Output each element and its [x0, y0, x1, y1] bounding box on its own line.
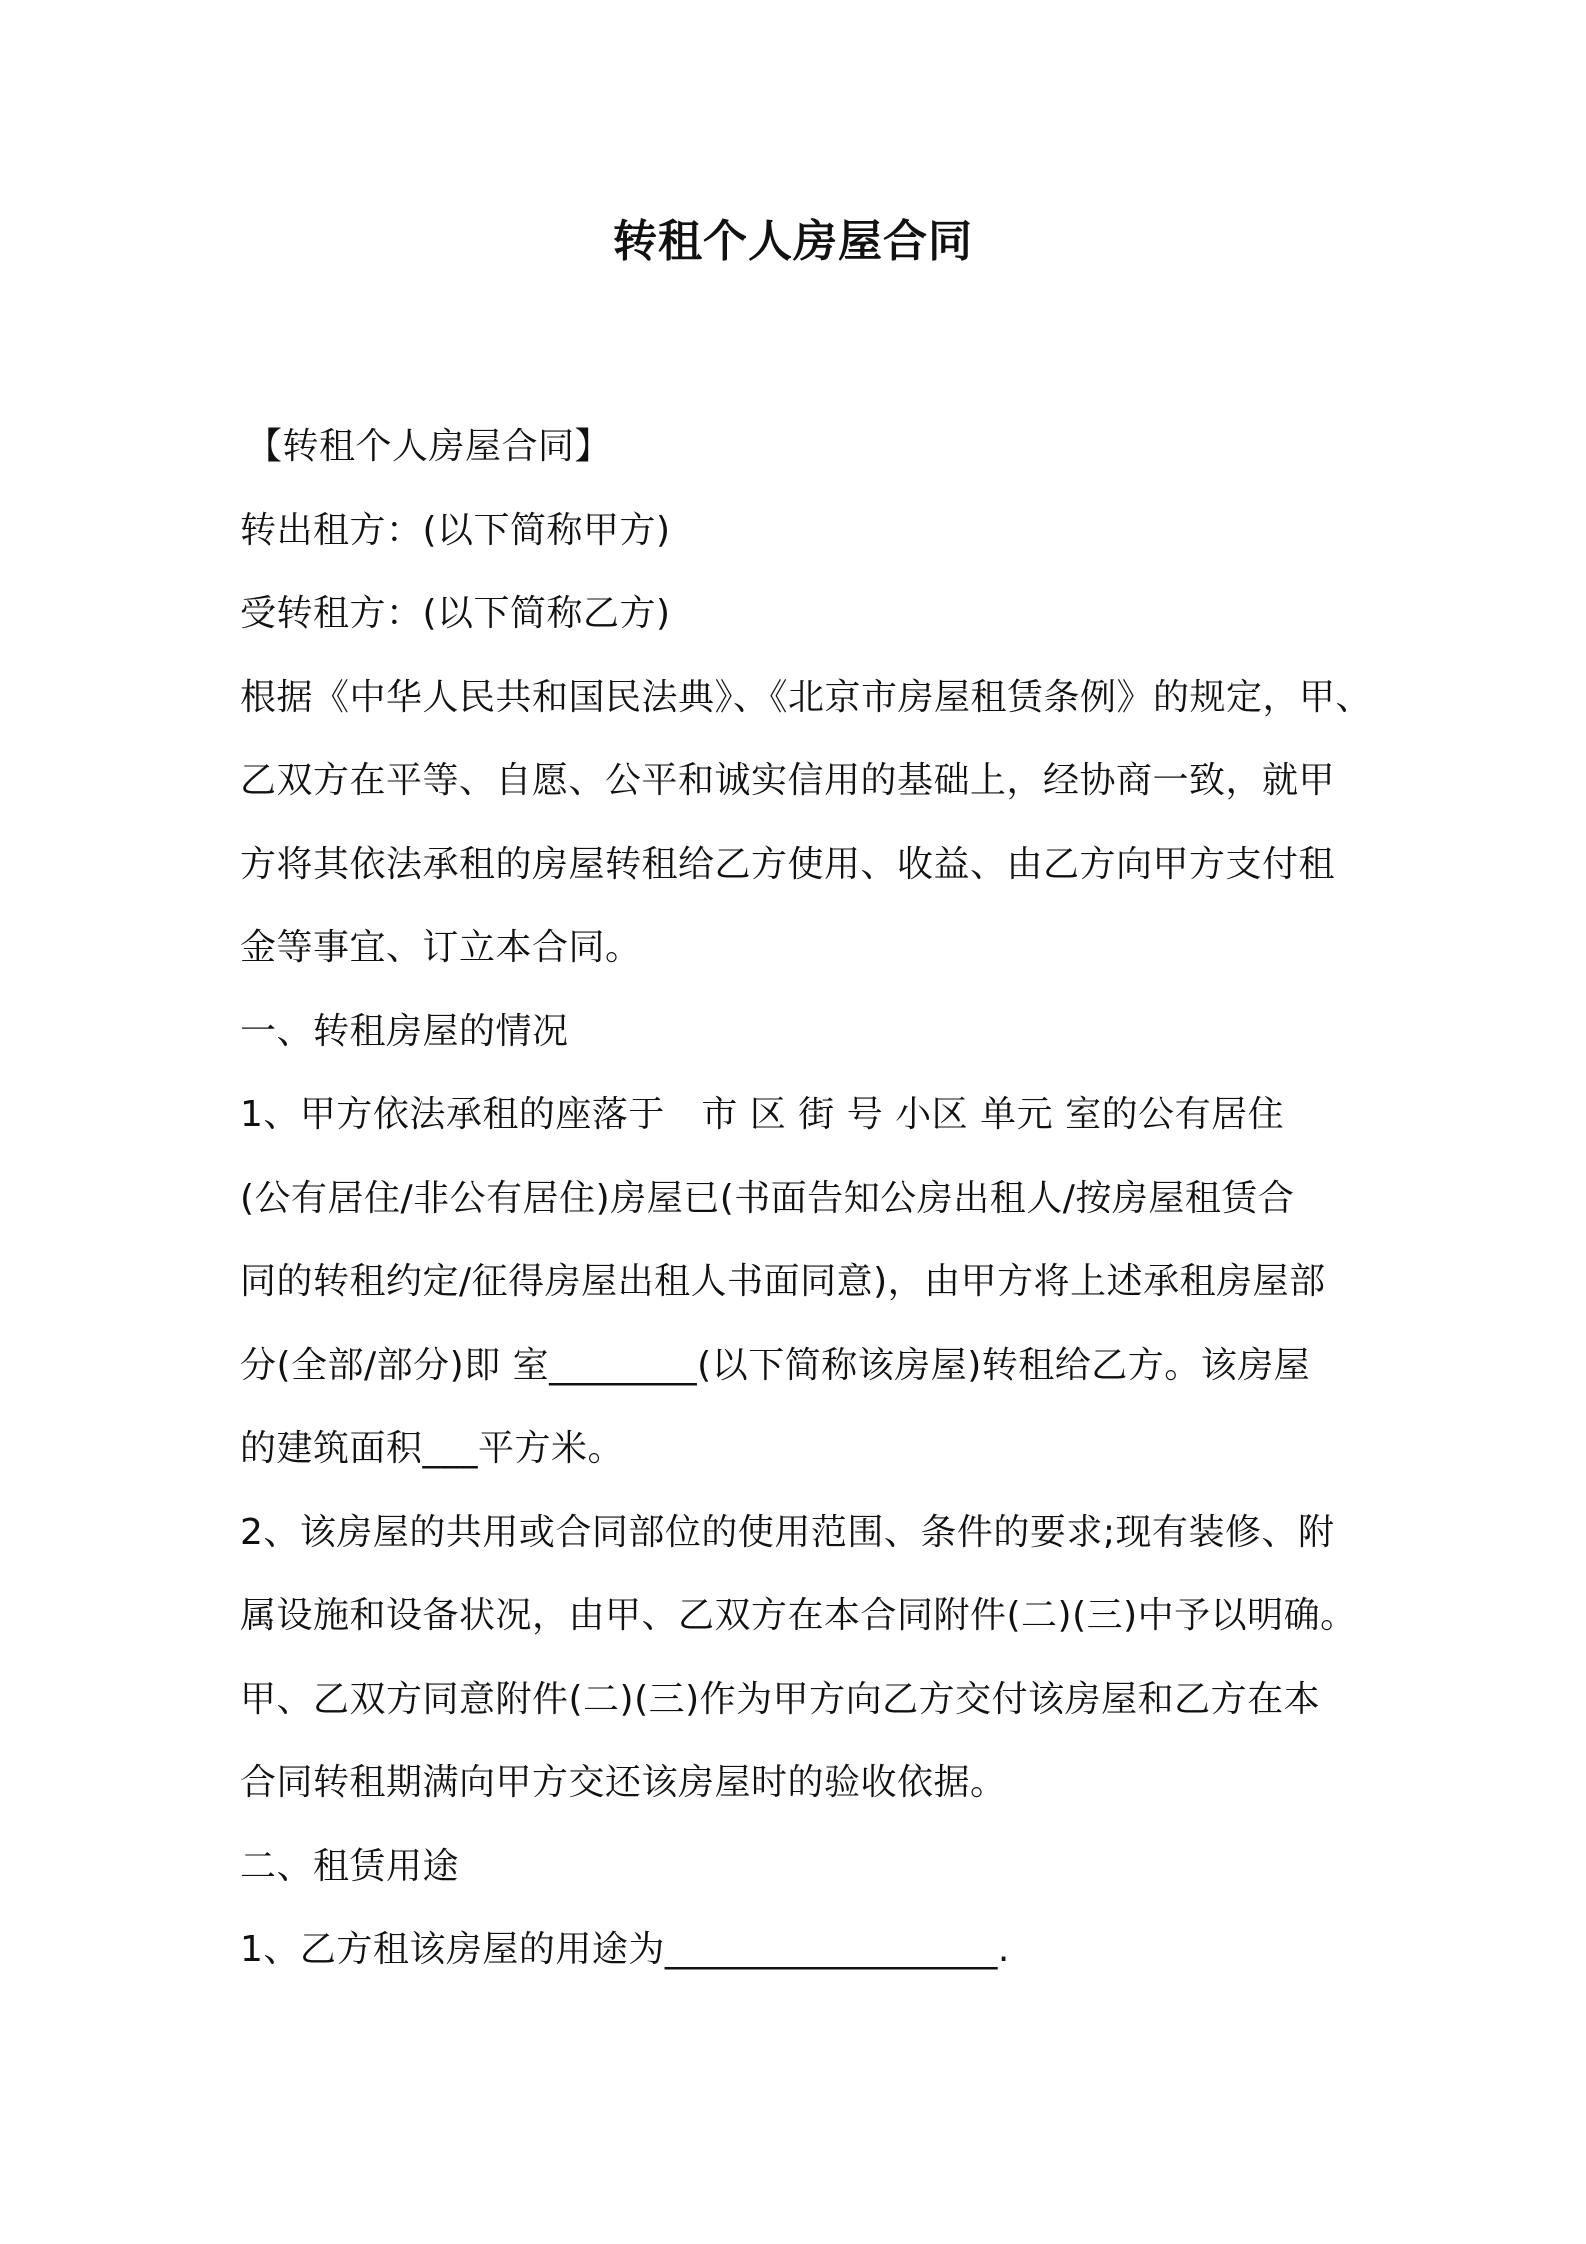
- party-b-line: 受转租方：(以下简称乙方): [240, 593, 671, 634]
- paragraph-line: 1、乙方租该房屋的用途为__________________.: [240, 1929, 1010, 1970]
- paragraph-line: 分(全部/部分)即 室________(以下简称该房屋)转租给乙方。该房屋: [240, 1344, 1311, 1386]
- section-heading: 一、转租房屋的情况: [240, 1010, 569, 1052]
- paragraph-line: 金等事宜、订立本合同。: [240, 927, 642, 968]
- paragraph-line: 的建筑面积___平方米。: [240, 1428, 625, 1469]
- paragraph-line: 合同转租期满向甲方交还该房屋时的验收依据。: [240, 1762, 1007, 1803]
- section-heading: 二、租赁用途: [240, 1845, 460, 1887]
- paragraph-line: 根据《中华人民共和国民法典》、《北京市房屋租赁条例》的规定，甲、: [240, 676, 1373, 718]
- paragraph-line: 同的转租约定/征得房屋出租人书面同意)，由甲方将上述承租房屋部: [240, 1261, 1326, 1302]
- paragraph-line: 1、甲方依法承租的座落于 市 区 街 号 小区 单元 室的公有居住: [240, 1094, 1285, 1135]
- party-a-line: 转出租方：(以下简称甲方): [240, 509, 671, 551]
- paragraph-line: 2、该房屋的共用或合同部位的使用范围、条件的要求;现有装修、附: [240, 1511, 1335, 1553]
- paragraph-line: 属设施和设备状况，由甲、乙双方在本合同附件(二)(三)中予以明确。: [240, 1595, 1357, 1636]
- document-body: [240, 405, 1373, 1992]
- paragraph-line: 甲、乙双方同意附件(二)(三)作为甲方向乙方交付该房屋和乙方在本: [240, 1678, 1321, 1720]
- paragraph-line: 方将其依法承租的房屋转租给乙方使用、收益、由乙方向甲方支付租: [240, 843, 1336, 885]
- paragraph-line: (公有居住/非公有居住)房屋已(书面告知公房出租人/按房屋租赁合: [240, 1177, 1295, 1219]
- document-title: 转租个人房屋合同: [613, 216, 973, 267]
- paragraph-line: 乙双方在平等、自愿、公平和诚实信用的基础上，经协商一致，就甲: [240, 760, 1336, 801]
- contract-heading: 【转租个人房屋合同】: [246, 426, 612, 467]
